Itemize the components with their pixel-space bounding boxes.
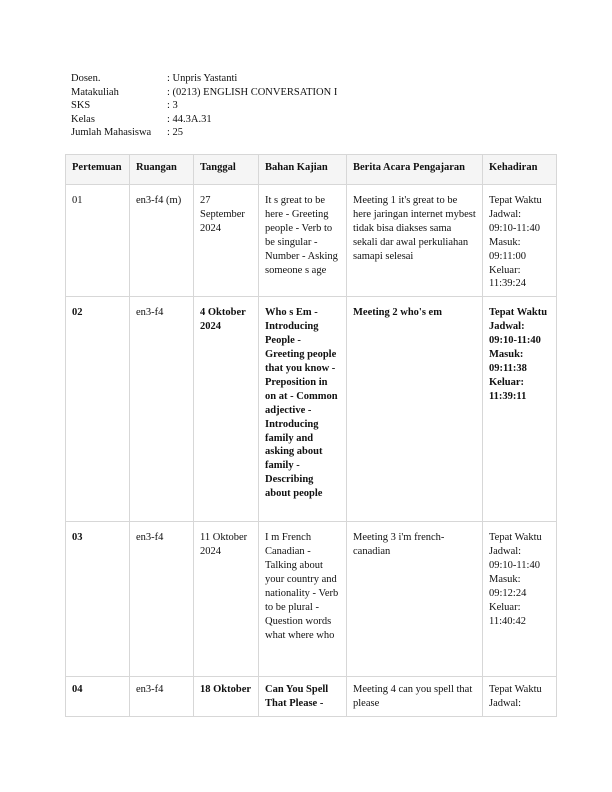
attendance-keluar: Keluar: 11:39:11: [489, 376, 527, 402]
attendance-masuk: Masuk: 09:11:38: [489, 349, 527, 374]
attendance-status: Tepat Waktu: [489, 684, 542, 696]
cell-kehadiran: [483, 185, 557, 297]
info-row-sks: [71, 99, 337, 113]
cell-ruangan: en3-f4: [130, 522, 194, 677]
table-row: [66, 297, 557, 522]
attendance-jadwal: Jadwal: 09:10-11:40: [489, 208, 540, 234]
info-row-dosen: [71, 72, 337, 86]
cell-kehadiran: [483, 297, 557, 522]
attendance-status: Tepat Waktu: [489, 307, 548, 319]
attendance-keluar: Keluar: 11:39:24: [489, 264, 526, 290]
info-row-matakuliah: [71, 86, 337, 100]
attendance-masuk: Masuk: 09:12:24: [489, 574, 527, 599]
table-header-row: [66, 155, 557, 185]
info-value: : Unpris Yastanti: [167, 73, 238, 84]
info-label: SKS: [71, 100, 91, 112]
cell-pertemuan: 02: [66, 297, 130, 522]
table-row: [66, 522, 557, 677]
cell-kehadiran: [483, 522, 557, 677]
cell-bahan-kajian: Who s Em - Introducing People - Greeting people that you know - Preposition in on at - Common adjective - Introducing family and asking about family - Describing about people: [259, 297, 347, 522]
cell-bahan-kajian: It s great to be here - Greeting people - Verb to be singular - Number - Asking someone s age: [259, 185, 347, 297]
cell-pertemuan: 03: [66, 522, 130, 677]
header-bahan-kajian: Bahan Kajian: [259, 155, 347, 185]
table-row: [66, 185, 557, 297]
cell-bahan-kajian: Can You Spell That Please -: [259, 677, 347, 717]
header-pertemuan: Pertemuan: [66, 155, 130, 185]
cell-berita-acara: Meeting 2 who's em: [347, 297, 483, 522]
cell-ruangan: en3-f4: [130, 297, 194, 522]
course-info: [71, 72, 337, 140]
attendance-keluar: Keluar: 11:40:42: [489, 601, 526, 627]
info-label: Matakuliah: [71, 86, 119, 98]
info-value: : 44.3A.31: [167, 113, 212, 125]
cell-berita-acara: Meeting 4 can you spell that please: [347, 677, 483, 717]
cell-pertemuan: 04: [66, 677, 130, 717]
header-tanggal: Tanggal: [194, 155, 259, 185]
info-label: Kelas: [71, 113, 95, 125]
cell-tanggal: 18 Oktober: [194, 677, 259, 717]
cell-tanggal: 4 Oktober 2024: [194, 297, 259, 522]
attendance-status: Tepat Waktu: [489, 532, 542, 544]
cell-berita-acara: Meeting 3 i'm french-canadian: [347, 522, 483, 677]
cell-bahan-kajian: I m French Canadian - Talking about your country and nationality - Verb to be plural - Question words what where who: [259, 522, 347, 677]
header-ruangan: Ruangan: [130, 155, 194, 185]
cell-berita-acara: Meeting 1 it's great to be here jaringan internet mybest tidak bisa diakses sama sekali dar awal perkuliahan samapi selesai: [347, 185, 483, 297]
attendance-table: [65, 154, 557, 717]
cell-ruangan: en3-f4: [130, 677, 194, 717]
header-berita-acara: Berita Acara Pengajaran: [347, 155, 483, 185]
header-kehadiran: Kehadiran: [483, 155, 557, 185]
info-label: Dosen.: [71, 73, 101, 84]
attendance-status: Tepat Waktu: [489, 195, 542, 206]
attendance-jadwal: Jadwal:: [489, 698, 522, 710]
cell-kehadiran: [483, 677, 557, 717]
cell-ruangan: en3-f4 (m): [130, 185, 194, 297]
attendance-jadwal: Jadwal: 09:10-11:40: [489, 546, 540, 572]
cell-tanggal: 11 Oktober 2024: [194, 522, 259, 677]
info-value: : 25: [167, 127, 184, 139]
table-row: [66, 677, 557, 717]
cell-tanggal: 27 September 2024: [194, 185, 259, 297]
info-label: Jumlah Mahasiswa: [71, 127, 152, 139]
cell-pertemuan: 01: [66, 185, 130, 297]
attendance-masuk: Masuk: 09:11:00: [489, 236, 526, 262]
info-row-jumlah-mahasiswa: [71, 126, 337, 140]
info-value: : 3: [167, 100, 178, 112]
info-value: : (0213) ENGLISH CONVERSATION I: [167, 86, 338, 98]
attendance-jadwal: Jadwal: 09:10-11:40: [489, 321, 541, 347]
info-row-kelas: [71, 113, 337, 127]
